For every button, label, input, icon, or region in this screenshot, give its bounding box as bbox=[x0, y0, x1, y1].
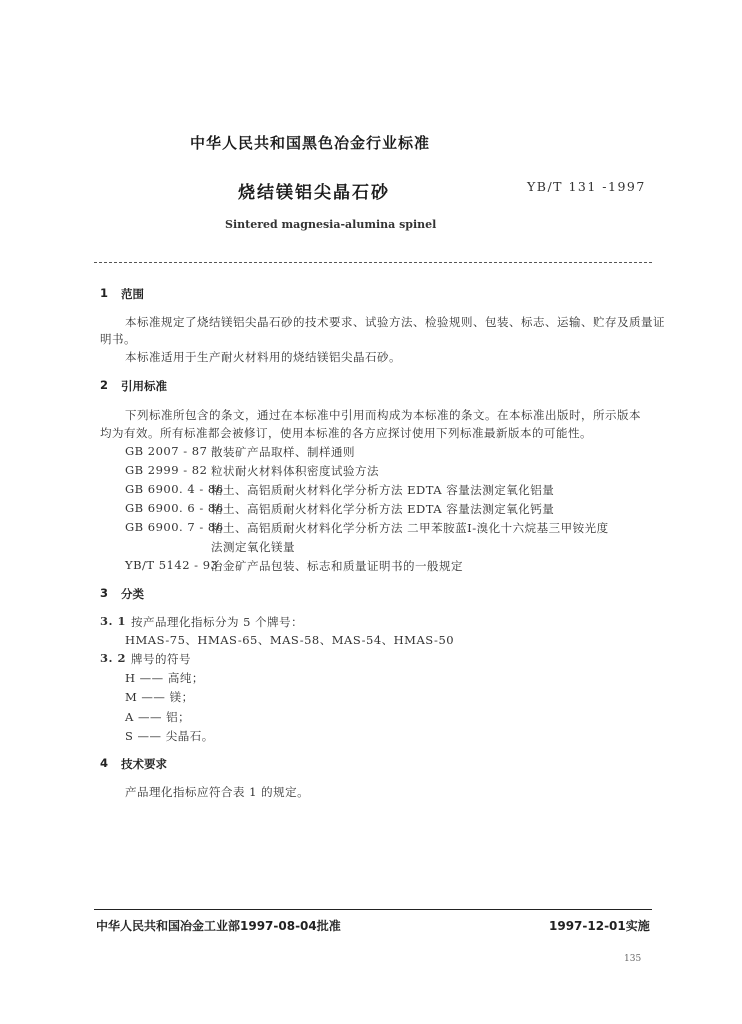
page-number: 135 bbox=[624, 954, 642, 964]
reference-code: GB 6900. 7 - 86 bbox=[125, 520, 224, 534]
section-1-paragraph-2: 本标准适用于生产耐火材料用的烧结镁铝尖晶石砂。 bbox=[125, 350, 401, 364]
issuing-body: 中华人民共和国黑色冶金行业标准 bbox=[190, 134, 431, 152]
document-title: 烧结镁铝尖晶石砂 bbox=[238, 183, 390, 203]
grade-list: HMAS-75、HMAS-65、MAS-58、MAS-54、HMAS-50 bbox=[125, 633, 455, 647]
section-1-number: 1 bbox=[100, 286, 109, 300]
reference-title: 粘土、高铝质耐火材料化学分析方法 EDTA 容量法测定氧化铝量 bbox=[211, 483, 555, 497]
header-divider bbox=[94, 262, 652, 263]
reference-code: YB/T 5142 - 93 bbox=[125, 558, 219, 572]
section-1-paragraph-1-line-1: 本标准规定了烧结镁铝尖晶石砂的技术要求、试验方法、检验规则、包装、标志、运输、贮存及质量证 bbox=[125, 315, 665, 329]
effective-date: 1997-12-01实施 bbox=[549, 919, 650, 933]
reference-title: 粘土、高铝质耐火材料化学分析方法 二甲苯胺蓝Ⅰ-溴化十六烷基三甲铵光度 bbox=[211, 521, 609, 535]
standard-number: YB/T 131 -1997 bbox=[527, 179, 646, 194]
section-1-title: 范围 bbox=[121, 287, 144, 301]
section-4-title: 技术要求 bbox=[121, 757, 167, 771]
reference-title: 粘土、高铝质耐火材料化学分析方法 EDTA 容量法测定氧化钙量 bbox=[211, 502, 555, 516]
reference-code: GB 2007 - 87 bbox=[125, 444, 208, 458]
reference-title-continued: 法测定氧化镁量 bbox=[211, 540, 295, 554]
section-2-paragraph-line-1: 下列标准所包含的条文，通过在本标准中引用而构成为本标准的条文。在本标准出版时，所示版本 bbox=[125, 408, 641, 422]
symbol-definition: A —— 铝； bbox=[125, 710, 191, 724]
reference-code: GB 6900. 6 - 86 bbox=[125, 501, 224, 515]
reference-title: 粒状耐火材料体积密度试验方法 bbox=[211, 464, 379, 478]
reference-title: 冶金矿产品包装、标志和质量证明书的一般规定 bbox=[211, 559, 463, 573]
subsection-3-1-number: 3. 1 bbox=[100, 614, 127, 628]
reference-code: GB 2999 - 82 bbox=[125, 463, 208, 477]
section-2-title: 引用标准 bbox=[121, 379, 167, 393]
subsection-3-2-text: 牌号的符号 bbox=[131, 652, 191, 666]
section-4-paragraph: 产品理化指标应符合表 1 的规定。 bbox=[125, 785, 310, 799]
symbol-definition: M —— 镁； bbox=[125, 690, 194, 704]
reference-code: GB 6900. 4 - 86 bbox=[125, 482, 224, 496]
section-3-title: 分类 bbox=[121, 587, 144, 601]
section-1-paragraph-1-line-2: 明书。 bbox=[100, 332, 136, 346]
subsection-3-1-text: 按产品理化指标分为 5 个牌号： bbox=[131, 615, 304, 629]
section-4-number: 4 bbox=[100, 756, 109, 770]
approval-date: 中华人民共和国冶金工业部1997-08-04批准 bbox=[96, 919, 341, 933]
section-2-number: 2 bbox=[100, 378, 109, 392]
symbol-definition: S —— 尖晶石。 bbox=[125, 729, 214, 743]
subsection-3-2-number: 3. 2 bbox=[100, 651, 127, 665]
section-2-paragraph-line-2: 均为有效。所有标准都会被修订，使用本标准的各方应探讨使用下列标准最新版本的可能性。 bbox=[100, 426, 592, 440]
symbol-definition: H —— 高纯； bbox=[125, 671, 204, 685]
english-title: Sintered magnesia-alumina spinel bbox=[225, 218, 437, 231]
section-3-number: 3 bbox=[100, 586, 109, 600]
footer-divider bbox=[94, 909, 652, 910]
reference-title: 散装矿产品取样、制样通则 bbox=[211, 445, 355, 459]
